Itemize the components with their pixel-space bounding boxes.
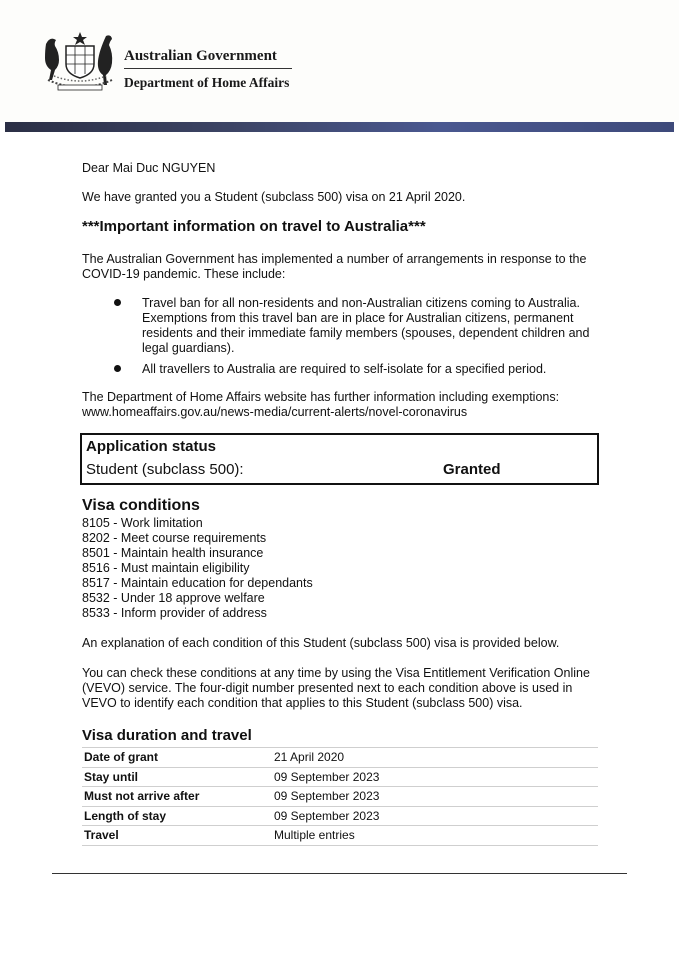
government-title: Australian Government — [124, 48, 277, 64]
list-item: 8516 - Must maintain eligibility — [82, 561, 250, 575]
vevo-paragraph: You can check these conditions at any time by using the Visa Entitlement Verification Online (VEVO) service. The four-digit number presented next to each condition above is used in VEVO to identify each condition that applies to this Student (subclass 500) visa. — [82, 666, 590, 710]
row-key: Stay until — [82, 767, 272, 787]
bullet-icon — [114, 299, 121, 306]
duration-table — [82, 747, 598, 846]
list-item — [110, 296, 600, 356]
conditions-heading: Visa conditions — [82, 497, 200, 514]
list-item — [110, 362, 600, 377]
coat-of-arms-icon — [40, 30, 120, 92]
table-row — [82, 806, 598, 826]
conditions-explanation: An explanation of each condition of this Student (subclass 500) visa is provided below. — [82, 636, 560, 650]
letterhead-divider — [124, 68, 292, 69]
row-key: Length of stay — [82, 806, 272, 826]
row-value: Multiple entries — [272, 826, 598, 846]
department-title: Department of Home Affairs — [124, 75, 290, 90]
duration-heading: Visa duration and travel — [82, 727, 252, 744]
row-value: 21 April 2020 — [272, 748, 598, 768]
table-row — [82, 748, 598, 768]
table-row — [82, 787, 598, 807]
list-item: 8517 - Maintain education for dependants — [82, 576, 313, 590]
application-status-box — [80, 433, 599, 485]
table-row — [82, 826, 598, 846]
row-key: Date of grant — [82, 748, 272, 768]
list-item: 8532 - Under 18 approve welfare — [82, 591, 265, 605]
footer-divider — [52, 873, 627, 874]
status-label: Student (subclass 500): — [86, 461, 244, 478]
grant-statement: We have granted you a Student (subclass 500) visa on 21 April 2020. — [82, 190, 466, 204]
status-value: Granted — [443, 461, 501, 478]
bullet-icon — [114, 365, 121, 372]
covid-intro: The Australian Government has implemented a number of arrangements in response to the COVID-19 pandemic. These include: — [82, 252, 587, 281]
status-heading: Application status — [86, 438, 217, 455]
row-value: 09 September 2023 — [272, 787, 598, 807]
letterhead — [0, 0, 679, 122]
restriction-text: Travel ban for all non-residents and non-Australian citizens coming to Australia. Exemptions from this travel ban are in place for Australian citizens, permanent residents and their immediate family members (spouses, dependent children and legal guardians). — [142, 296, 590, 355]
important-heading: ***Important information on travel to Australia*** — [82, 218, 426, 235]
travel-restrictions-list — [110, 296, 600, 383]
website-link[interactable]: www.homeaffairs.gov.au/news-media/current-alerts/novel-coronavirus — [82, 405, 468, 419]
table-row — [82, 767, 598, 787]
row-value: 09 September 2023 — [272, 806, 598, 826]
further-info-text: The Department of Home Affairs website has further information including exemptions: — [82, 390, 560, 404]
list-item: 8105 - Work limitation — [82, 516, 203, 530]
row-value: 09 September 2023 — [272, 767, 598, 787]
list-item: 8202 - Meet course requirements — [82, 531, 267, 545]
letterhead-bar — [5, 122, 674, 132]
row-key: Must not arrive after — [82, 787, 272, 807]
salutation: Dear Mai Duc NGUYEN — [82, 161, 216, 175]
row-key: Travel — [82, 826, 272, 846]
restriction-text: All travellers to Australia are required to self-isolate for a specified period. — [142, 362, 547, 376]
list-item: 8533 - Inform provider of address — [82, 606, 267, 620]
further-information — [82, 390, 602, 420]
conditions-list — [82, 516, 313, 621]
list-item: 8501 - Maintain health insurance — [82, 546, 264, 560]
